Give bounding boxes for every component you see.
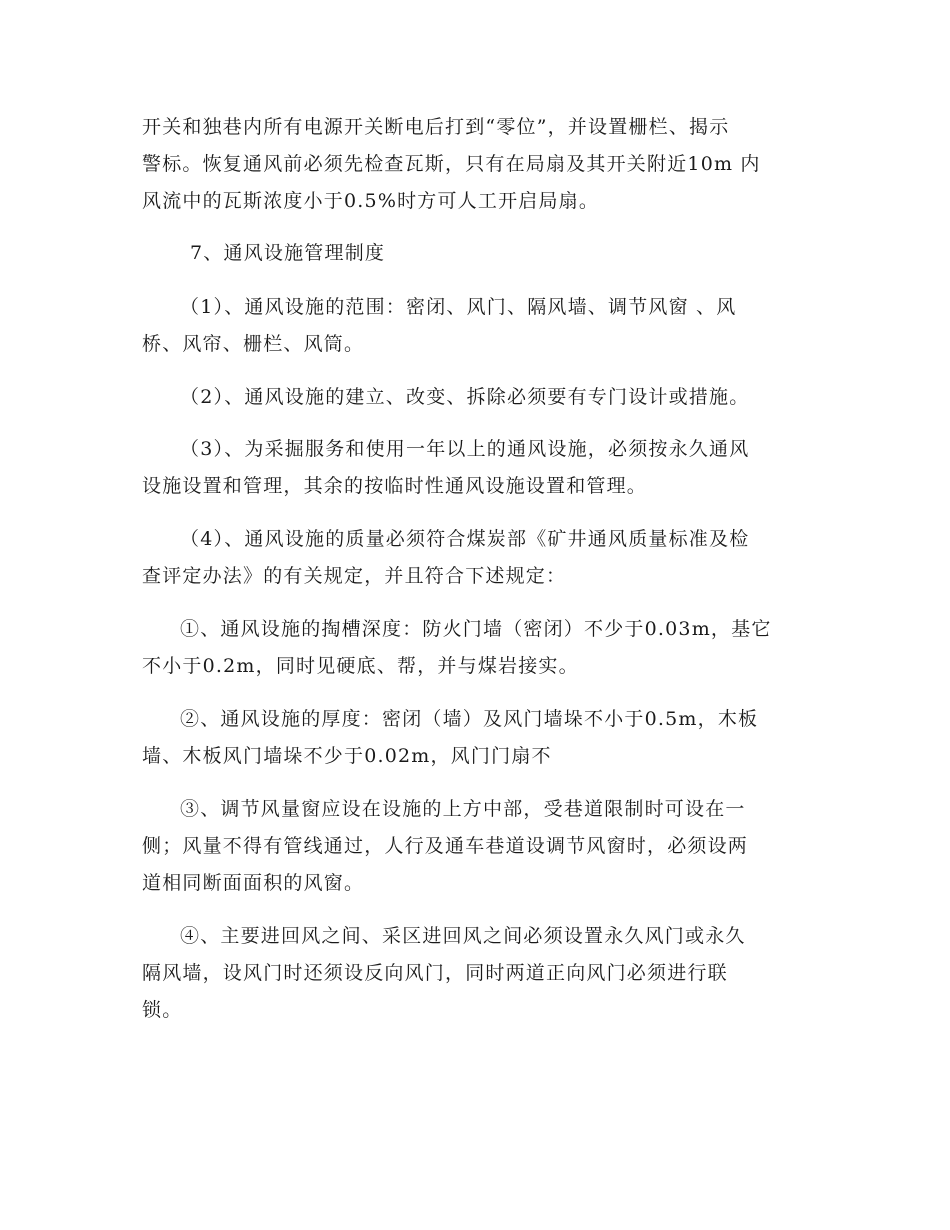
- text-line: （1）、通风设施的范围：密闭、风门、隔风墙、调节风窗 、风: [180, 296, 737, 318]
- text-line: （3）、为采掘服务和使用一年以上的通风设施，必须按永久通风: [180, 438, 750, 460]
- text-line: 设施设置和管理，其余的按临时性通风设施设置和管理。: [142, 475, 648, 497]
- text-line: （4）、通风设施的质量必须符合煤炭部《矿井通风质量标准及检: [180, 528, 750, 550]
- text-line: 风流中的瓦斯浓度小于0.5%时方可人工开启局扇。: [142, 190, 600, 212]
- text-line: 警标。恢复通风前必须先检查瓦斯，只有在局扇及其开关附近10m 内: [142, 153, 761, 175]
- text-line: 道相同断面面积的风窗。: [142, 872, 365, 894]
- text-line: 桥、风帘、栅栏、风筒。: [142, 333, 365, 355]
- text-line: 侧；风量不得有管线通过，人行及通车巷道设调节风窗时，必须设两: [142, 835, 749, 857]
- section-heading: 7、通风设施管理制度: [190, 242, 386, 264]
- text-line: ③、调节风量窗应设在设施的上方中部，受巷道限制时可设在一: [180, 798, 746, 820]
- text-line: 不小于0.2m，同时见硬底、帮，并与煤岩接实。: [142, 655, 579, 677]
- text-line: （2）、通风设施的建立、改变、拆除必须要有专门设计或措施。: [180, 386, 750, 408]
- text-line: ④、主要进回风之间、采区进回风之间必须设置永久风门或永久: [180, 925, 746, 947]
- text-line: 墙、木板风门墙垛不少于0.02m，风门门扇不: [142, 745, 552, 767]
- text-line: 开关和独巷内所有电源开关断电后打到“零位”，并设置栅栏、揭示: [142, 116, 730, 138]
- text-line: 锁。: [142, 999, 183, 1021]
- text-line: ②、通风设施的厚度：密闭（墙）及风门墙垛不小于0.5m，木板: [180, 708, 759, 730]
- text-line: 查评定办法》的有关规定，并且符合下述规定：: [142, 565, 567, 587]
- text-line: ①、通风设施的掏槽深度：防火门墙（密闭）不少于0.03m，基它: [180, 618, 772, 640]
- text-line: 隔风墙，设风门时还须设反向风门，同时两道正向风门必须进行联: [142, 962, 728, 984]
